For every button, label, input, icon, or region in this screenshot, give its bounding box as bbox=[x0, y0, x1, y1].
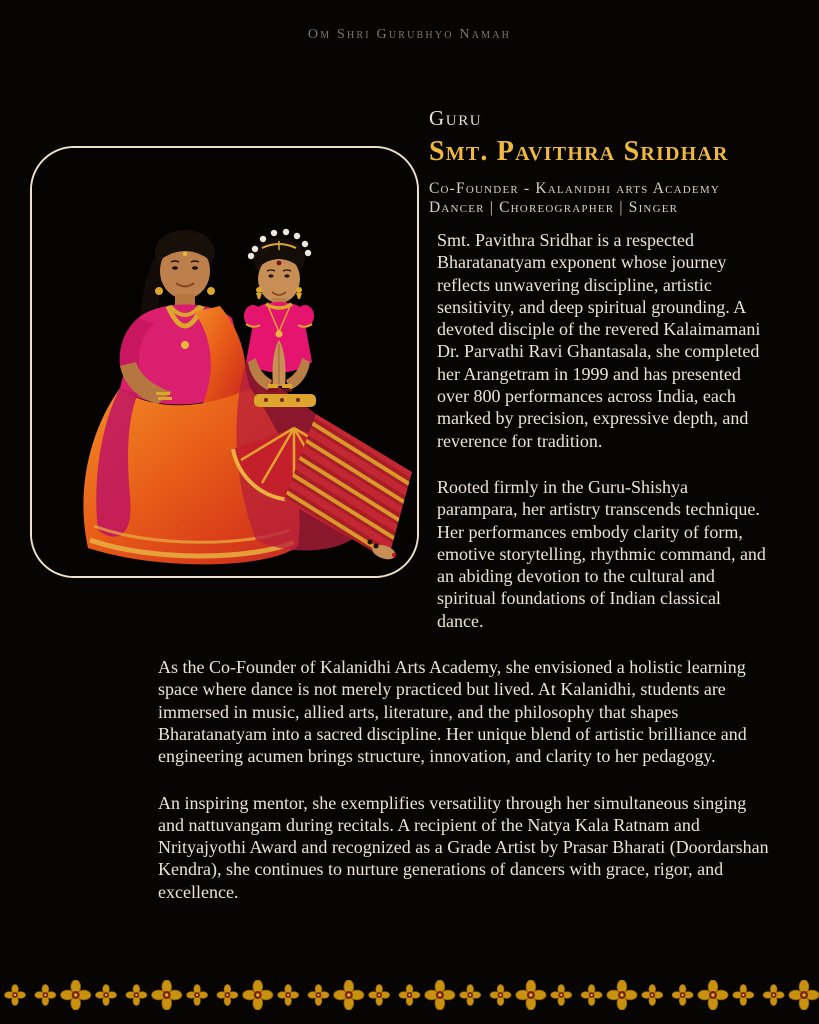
bio-paragraph-4: An inspiring mentor, she exemplifies versatility through her simultaneous singing and nattuvangam during recitals. A recipient of the Natya Kala Ratnam and Nrityajyothi Award and recognized as a Grade Artist by Prasar Bharati (Doordarshan Kendra), she continues to nurture generations of dancers with grace, rigor, and excellence. bbox=[158, 792, 769, 902]
page-title: Smt. Pavithra Sridhar bbox=[429, 136, 729, 167]
header-block bbox=[429, 106, 814, 217]
bio-text bbox=[158, 229, 771, 927]
bio-paragraph-1: Smt. Pavithra Sridhar is a respected Bharatanatyam exponent whose journey reflects unwavering discipline, artistic sensitivity, and deep spiritual grounding. A devoted disciple of the revered Kalaimamani Dr. Parvathi Ravi Ghantasala, she completed her Arangetram in 1999 and has presented over 800 performances across India, each marked by precision, expressive depth, and reverence for tradition. bbox=[437, 230, 761, 451]
subtitle-secondary: Dancer | Choreographer | Singer bbox=[429, 199, 679, 216]
guru-label: Guru bbox=[429, 106, 483, 130]
subtitle-block bbox=[429, 179, 814, 217]
ornament-border bbox=[0, 980, 819, 1010]
bio-paragraph-3: As the Co-Founder of Kalanidhi Arts Academy, she envisioned a holistic learning space where dance is not merely practiced but lived. At Kalanidhi, students are immersed in music, allied arts, literature, and the philosophy that shapes Bharatanatyam into a sacred discipline. Her unique blend of artistic brilliance and engineering acumen brings structure, innovation, and clarity to her pedagogy. bbox=[158, 657, 747, 767]
subtitle-primary: Co-Founder - Kalanidhi arts Academy bbox=[429, 180, 720, 197]
invocation-text: Om Shri Gurubhyo Namah bbox=[307, 27, 512, 42]
bio-paragraph-2: Rooted firmly in the Guru-Shishya parampara, her artistry transcends technique. Her performances embody clarity of form, emotive storytelling, rhythmic command, and an abiding devotion to the cultural and spiritual foundations of Indian classical dance. bbox=[437, 476, 766, 631]
ornament-border-svg bbox=[0, 980, 819, 1010]
photo-wrap-spacer bbox=[158, 229, 437, 617]
